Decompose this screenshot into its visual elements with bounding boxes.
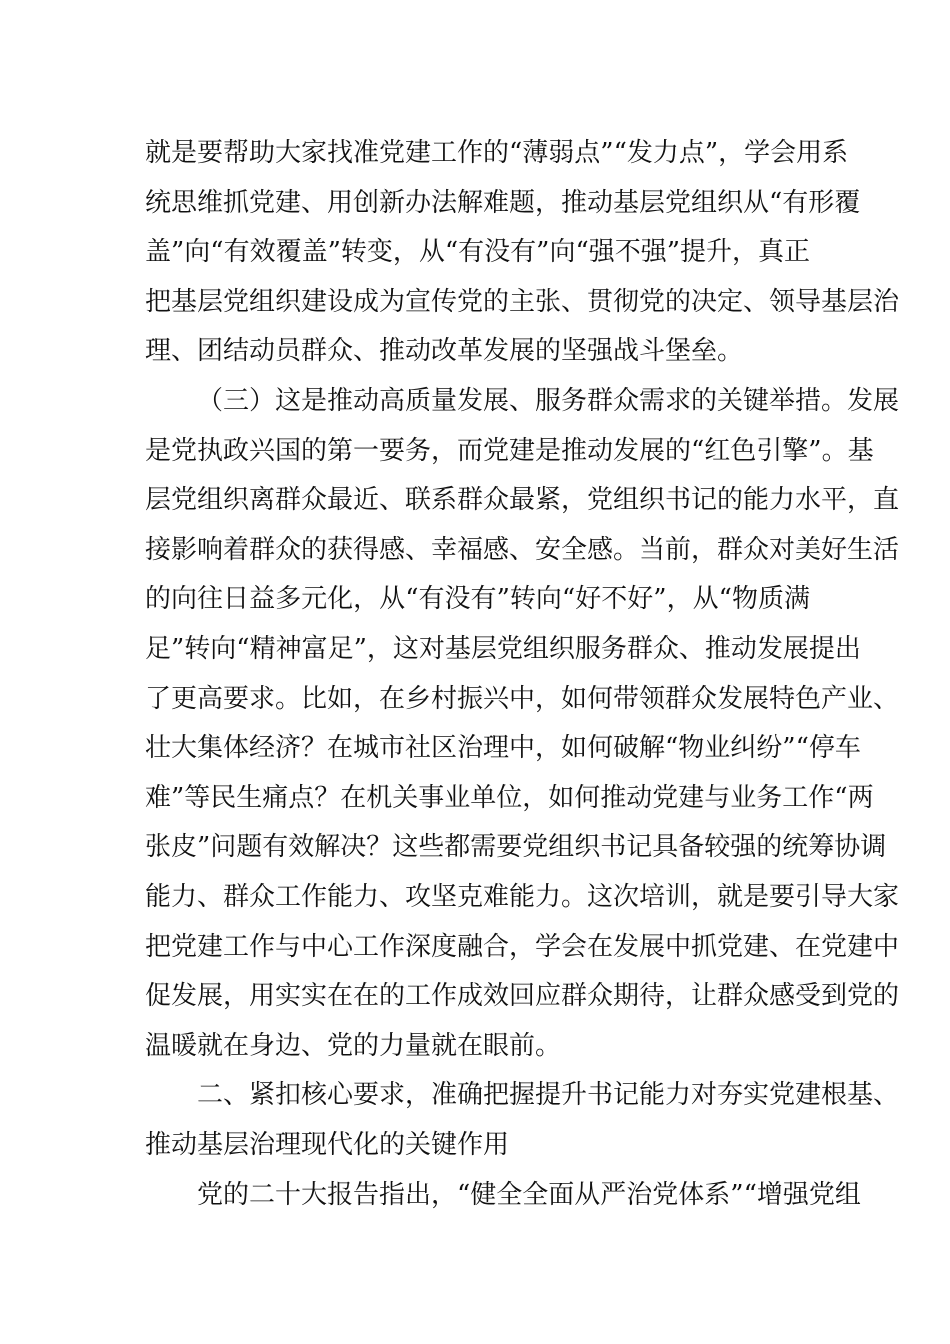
text-line: 了更高要求。比如，在乡村振兴中，如何带领群众发展特色产业、	[145, 684, 900, 714]
text-line: 足”转向“精神富足”，这对基层党组织服务群众、推动发展提出	[145, 634, 861, 664]
text-line: 促发展，用实实在在的工作成效回应群众期待，让群众感受到党的	[145, 981, 900, 1011]
text-line: 能力、群众工作能力、攻坚克难能力。这次培训，就是要引导大家	[145, 882, 900, 912]
section-heading-two: 二、紧扣核心要求，准确把握提升书记能力对夯实党建根基、	[197, 1080, 900, 1110]
text-line: 党的二十大报告指出，“健全全面从严治党体系”“增强党组	[197, 1180, 861, 1210]
text-line: 理、团结动员群众、推动改革发展的坚强战斗堡垒。	[145, 336, 744, 366]
text-line: 盖”向“有效覆盖”转变，从“有没有”向“强不强”提升，真正	[145, 237, 811, 267]
text-line: 壮大集体经济？在城市社区治理中，如何破解“物业纠纷”“停车	[145, 733, 861, 763]
text-line: 把基层党组织建设成为宣传党的主张、贯彻党的决定、领导基层治	[145, 287, 900, 317]
text-line: 就是要帮助大家找准党建工作的“薄弱点”“发力点”，学会用系	[145, 138, 849, 168]
text-line: 把党建工作与中心工作深度融合，学会在发展中抓党建、在党建中	[145, 932, 900, 962]
text-line: 张皮”问题有效解决？这些都需要党组织书记具备较强的统筹协调	[145, 832, 887, 862]
section-heading-three: （三）这是推动高质量发展、服务群众需求的关键举措。发展	[197, 386, 900, 416]
text-line: 层党组织离群众最近、联系群众最紧，党组织书记的能力水平，直	[145, 485, 900, 515]
text-line: 统思维抓党建、用创新办法解难题，推动基层党组织从“有形覆	[145, 188, 861, 218]
section-heading-two-cont: 推动基层治理现代化的关键作用	[145, 1130, 510, 1160]
text-line: 温暖就在身边、党的力量就在眼前。	[145, 1031, 562, 1061]
text-line: 的向往日益多元化，从“有没有”转向“好不好”，从“物质满	[145, 584, 810, 614]
text-line: 难”等民生痛点？在机关事业单位，如何推动党建与业务工作“两	[145, 783, 874, 813]
text-line: 是党执政兴国的第一要务，而党建是推动发展的“红色引擎”。基	[145, 436, 874, 466]
text-line: 接影响着群众的获得感、幸福感、安全感。当前，群众对美好生活	[145, 535, 900, 565]
